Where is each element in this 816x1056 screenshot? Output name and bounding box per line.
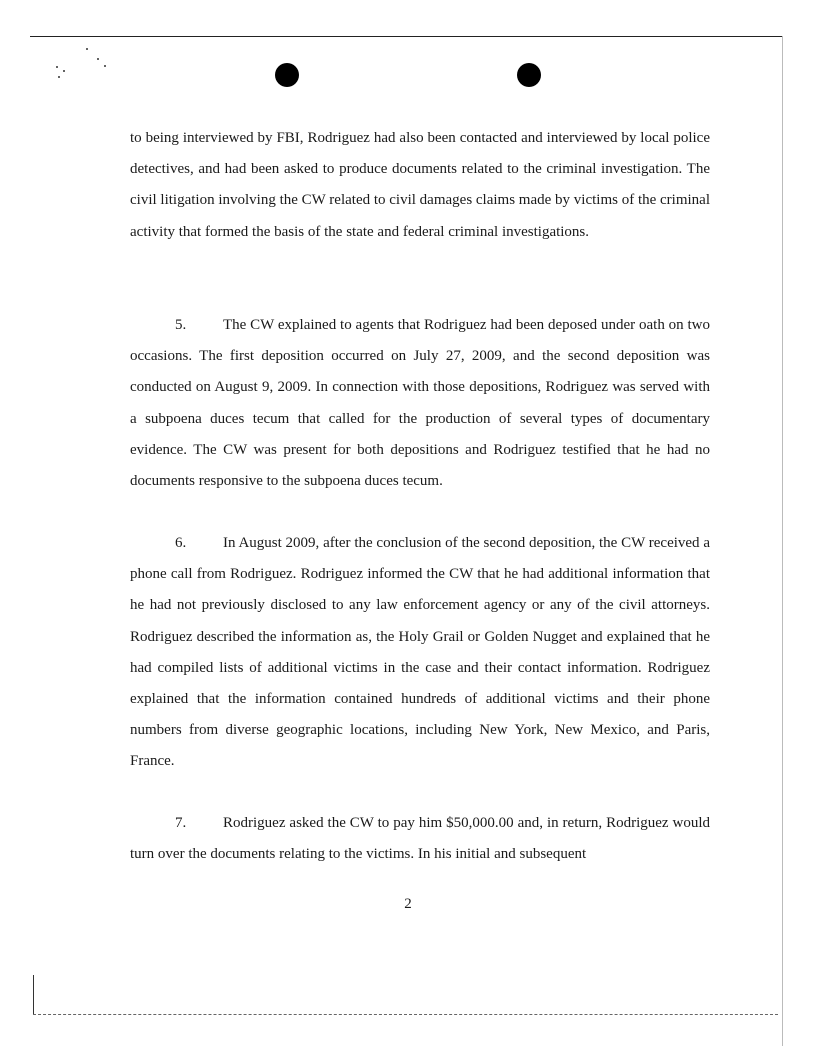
scan-speck [86, 48, 88, 50]
paragraph-number: 5. [175, 317, 187, 333]
scan-edge-right [782, 36, 783, 1046]
paragraph-text: The CW explained to agents that Rodriguez had been deposed under oath on two occasions. The first deposition occurred on July 27, 2009, and the second deposition was conducted on August 9, 2009. In connection with those depositions, Rodriguez was served with a subpoena duces tecum that called for the production of several types of documentary evidence. The CW was present for both depositions and Rodriguez testified that he had no documents responsive to the subpoena duces tecum. [130, 317, 710, 490]
paragraph-7 [130, 808, 710, 870]
scan-speck [58, 76, 60, 78]
scan-edge-top [30, 36, 782, 37]
paragraph-5 [130, 310, 710, 497]
punch-hole-right [517, 63, 541, 87]
punch-hole-left [275, 63, 299, 87]
paragraph-6 [130, 528, 710, 778]
scan-speck [97, 58, 99, 60]
paragraph-text: to being interviewed by FBI, Rodriguez had also been contacted and interviewed by local police detectives, and had been asked to produce documents related to the criminal investigation. The civil litigation involving the CW related to civil damages claims made by victims of the criminal activity that formed the basis of the state and federal criminal investigations. [130, 130, 711, 240]
paragraph-continued [130, 123, 710, 248]
paragraph-number: 7. [175, 815, 187, 831]
paragraph-text: In August 2009, after the conclusion of the second deposition, the CW received a phone call from Rodriguez. Rodriguez informed the CW that he had additional information that he had not previously disclosed to any law enforcement agency or any of the civil attorneys. Rodriguez described the information as, the Holy Grail or Golden Nugget and explained that he had compiled lists of additional victims in the case and their contact information. Rodriguez explained that the information contained hundreds of additional victims and their phone numbers from diverse geographic locations, including New York, New Mexico, and Paris, France. [130, 535, 710, 770]
scan-speck [104, 65, 106, 67]
paragraph-text: Rodriguez asked the CW to pay him $50,000.00 and, in return, Rodriguez would turn over the documents relating to the victims. In his initial and subsequent [130, 815, 710, 863]
scan-speck [56, 66, 58, 68]
page-number: 2 [404, 896, 412, 912]
scan-edge-bottom [33, 1014, 778, 1015]
paragraph-number: 6. [175, 535, 187, 551]
scan-edge-left [33, 975, 34, 1015]
scan-speck [63, 70, 65, 72]
